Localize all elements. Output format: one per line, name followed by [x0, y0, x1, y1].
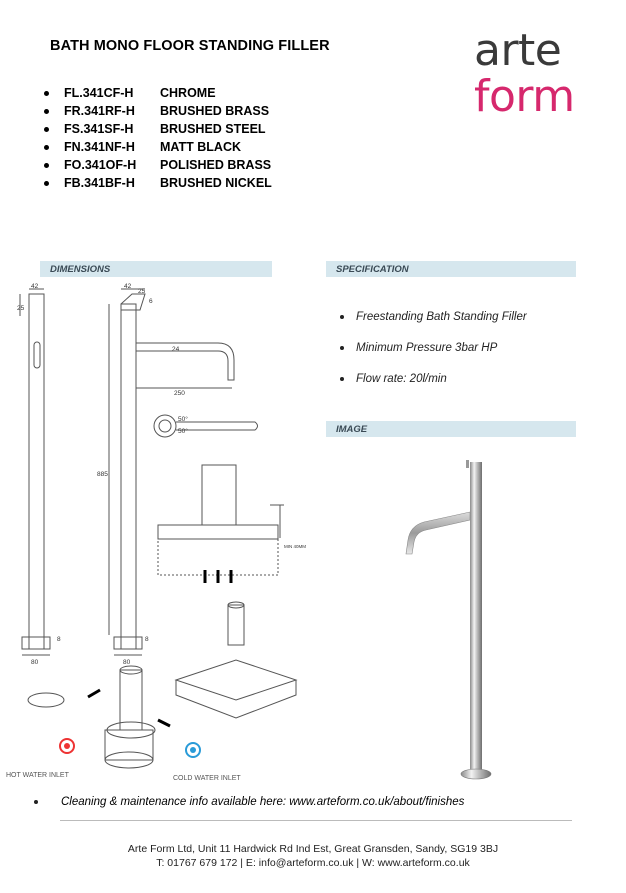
footer-divider	[60, 820, 572, 821]
dim-label: MIN 40MM	[284, 544, 307, 549]
plan-view-circle	[154, 415, 176, 437]
side-view-column	[29, 294, 44, 649]
bullet-icon	[44, 163, 49, 168]
product-finish: BRUSHED BRASS	[160, 104, 270, 118]
dim-label: 80	[123, 659, 131, 666]
bullet-icon	[44, 91, 49, 96]
footer-contact: T: 01767 679 172 | E: info@arteform.co.uk | W: www.arteform.co.uk	[156, 857, 470, 869]
dim-label: 8	[145, 636, 149, 643]
bullet-icon	[340, 377, 344, 381]
dim-label: 250	[174, 390, 185, 397]
product-code: FR.341RF-H	[64, 104, 135, 118]
bullet-icon	[44, 145, 49, 150]
dim-label: 6	[149, 298, 153, 305]
list-item	[44, 156, 272, 174]
page-title: BATH MONO FLOOR STANDING FILLER	[50, 38, 330, 54]
hot-water-label: HOT WATER INLET	[6, 772, 69, 779]
specification-list	[340, 301, 527, 394]
cold-water-label: COLD WATER INLET	[173, 775, 241, 782]
bullet-icon	[44, 127, 49, 132]
list-item	[44, 102, 272, 120]
product-image	[390, 450, 520, 785]
list-item	[44, 120, 272, 138]
filler-base	[461, 769, 491, 779]
filler-spout	[406, 512, 470, 554]
bullet-icon	[34, 800, 38, 804]
dim-label: 24	[172, 346, 180, 353]
spec-item: Minimum Pressure 3bar HP	[340, 332, 527, 363]
spout-outline	[136, 343, 234, 380]
dim-label: 42	[31, 283, 39, 290]
bullet-icon	[340, 346, 344, 350]
dim-label: 25	[138, 288, 146, 295]
product-code: FL.341CF-H	[64, 86, 134, 100]
dim-label: 50°	[178, 416, 188, 423]
front-view-column	[121, 304, 136, 649]
footer-address: Arte Form Ltd, Unit 11 Hardwick Rd Ind Est, Great Gransden, Sandy, SG19 3BJ	[127, 843, 499, 855]
list-item	[44, 174, 272, 192]
brand-logo	[474, 25, 575, 122]
dim-label: 42	[124, 283, 132, 290]
bullet-icon	[44, 109, 49, 114]
product-finish: MATT BLACK	[160, 140, 241, 154]
list-item	[44, 138, 272, 156]
maintenance-note	[34, 796, 464, 808]
side-view-base	[22, 637, 50, 649]
product-finish: CHROME	[160, 86, 216, 100]
side-view-lever	[34, 342, 40, 368]
dim-label: 80	[31, 659, 39, 666]
filler-column	[470, 462, 482, 772]
dimension-drawing	[0, 280, 320, 790]
product-code: FB.341BF-H	[64, 176, 135, 190]
spec-item: Flow rate: 20l/min	[340, 363, 527, 394]
product-finish: BRUSHED STEEL	[160, 122, 266, 136]
logo-text-form: form	[474, 71, 575, 122]
front-view-base	[114, 637, 142, 649]
dim-label: 25	[17, 305, 25, 312]
image-header: IMAGE	[326, 421, 576, 437]
dimensions-header: DIMENSIONS	[40, 261, 272, 277]
front-view-handle	[121, 294, 145, 310]
list-item	[44, 84, 272, 102]
dim-label: 50°	[178, 428, 188, 435]
dim-label: 885	[97, 471, 108, 478]
product-code: FS.341SF-H	[64, 122, 134, 136]
product-code: FO.341OF-H	[64, 158, 137, 172]
product-finish: BRUSHED NICKEL	[160, 176, 272, 190]
dim-label: 8	[57, 636, 61, 643]
specification-header: SPECIFICATION	[326, 261, 576, 277]
product-code: FN.341NF-H	[64, 140, 135, 154]
product-finish: POLISHED BRASS	[160, 158, 272, 172]
maintenance-note-text: Cleaning & maintenance info available here: www.arteform.co.uk/about/finishes	[61, 796, 465, 808]
logo-text-arte: arte	[474, 25, 562, 76]
product-code-list	[44, 84, 272, 192]
spec-item: Freestanding Bath Standing Filler	[340, 301, 527, 332]
bullet-icon	[44, 181, 49, 186]
bullet-icon	[340, 315, 344, 319]
